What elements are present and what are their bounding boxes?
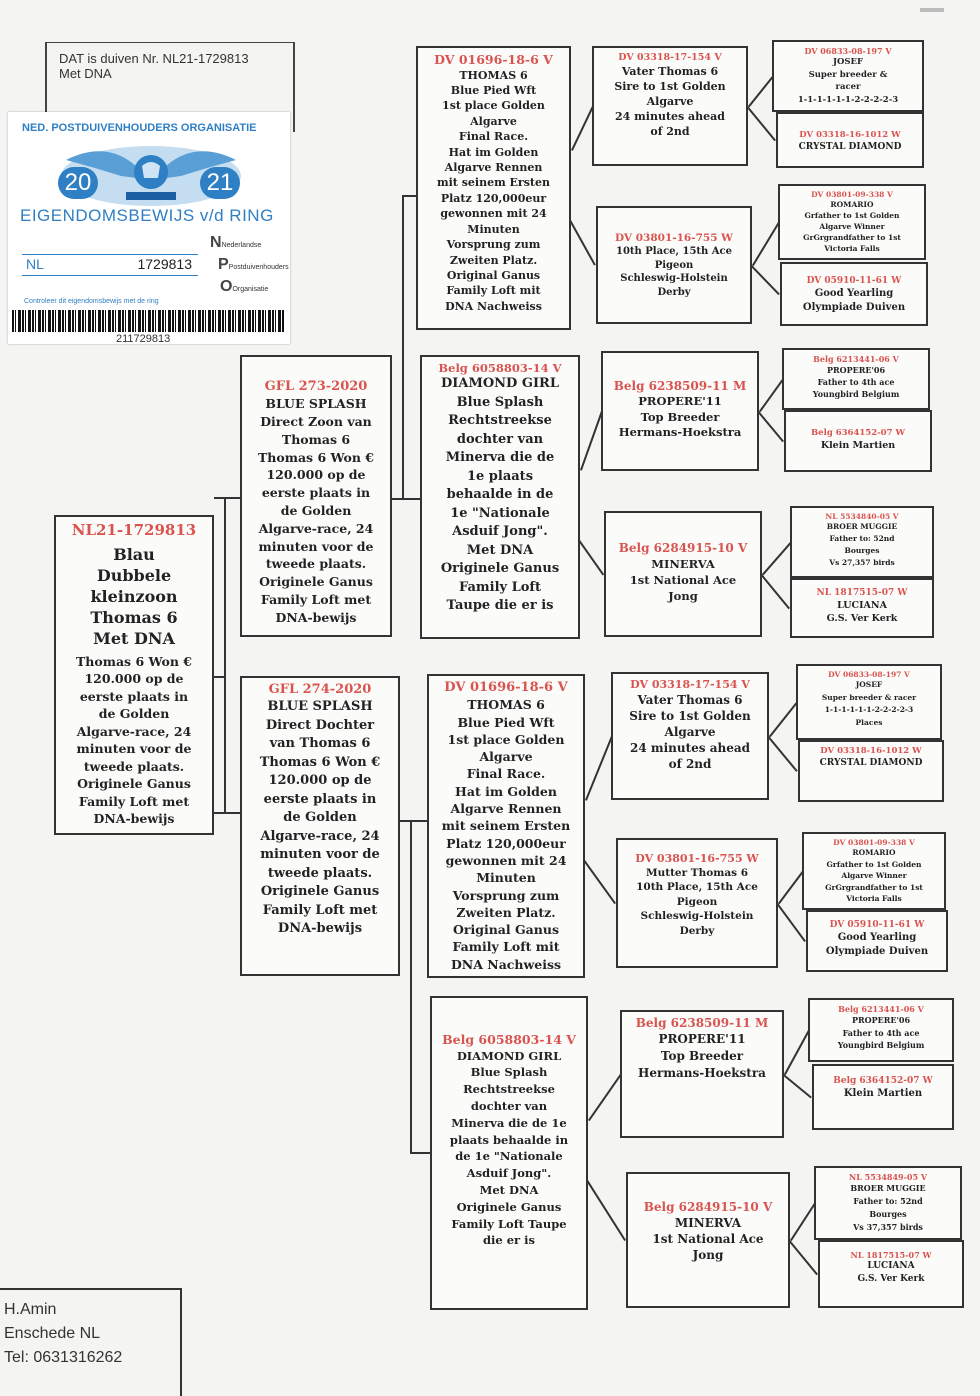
g3-box-7 <box>626 1172 790 1308</box>
g4-id-9: DV 03318-16-1012 W <box>820 746 922 756</box>
g3-text-5: Mutter Thomas 6 10th Place, 15th Ace Pigeon Schleswig-Holstein Derby <box>636 866 758 937</box>
gp-bot-dam-text: DIAMOND GIRL Blue Splash Rechtstreekse dochter van Minerva die de 1e plaats behaalde in de 1e "Nationale Asduif Jong". Met DNA Originele Ganus Family Loft Taupe die er is <box>449 1048 569 1248</box>
g4-box-5 <box>784 410 932 472</box>
connector-line <box>578 540 604 575</box>
g3-text-1: 10th Place, 15th Ace Pigeon Schleswig-Holstein Derby <box>616 246 732 298</box>
connector-line <box>571 106 594 151</box>
g3-box-3 <box>604 511 762 637</box>
connector-line <box>778 871 804 904</box>
g4-id-13: Belg 6364152-07 W <box>833 1076 933 1086</box>
g4-box-11 <box>806 910 948 972</box>
g4-box-12 <box>808 998 954 1062</box>
connector-line <box>402 195 416 197</box>
g4-text-15: LUCIANA G.S. Ver Kerk <box>857 1261 925 1284</box>
g4-box-0 <box>772 40 924 112</box>
subject-text: Thomas 6 Won € 120.000 op de eerste plaats in de Golden Algarve-race, 24 minuten voor de tweede plaats. Originele Ganus Family Loft met DNA-bewijs <box>76 653 192 827</box>
connector-line <box>214 812 240 814</box>
connector-line <box>759 379 784 412</box>
gp-bot-sire-text: THOMAS 6 Blue Pied Wft 1st place Golden Algarve Final Race. Hat im Golden Algarve Rennen mit seinem Ersten Platz 120,000eur gewonnen mit 24 Minuten Vorsprung zum Zweiten Platz. Original Ganus Family Loft mit DNA Nachweiss <box>441 697 571 972</box>
ring-field <box>22 254 198 276</box>
connector-line <box>214 676 224 678</box>
g3-box-4 <box>611 672 769 800</box>
g4-id-14: NL 5534849-05 V <box>848 1172 928 1182</box>
g4-box-4 <box>782 348 930 410</box>
connector-line <box>783 1074 812 1099</box>
g3-id-6: Belg 6238509-11 M <box>635 1016 769 1030</box>
g4-box-7 <box>790 578 934 638</box>
year-right: 21 <box>200 167 240 199</box>
g4-id-6: NL 5534840-05 V <box>825 512 899 521</box>
barcode-number: 211729813 <box>116 333 171 345</box>
g3-box-1 <box>596 206 752 324</box>
ring-number: 1729813 <box>137 256 192 272</box>
barcode <box>12 310 284 332</box>
g4-box-13 <box>812 1064 954 1130</box>
connector-line <box>402 195 404 498</box>
gp-bot-dam-id: Belg 6058803-14 V <box>442 1032 576 1047</box>
g4-text-1: CRYSTAL DIAMOND <box>798 141 902 152</box>
connector-line <box>769 702 798 737</box>
g3-text-6: PROPERE'11 Top Breeder Hermans-Hoekstra <box>638 1032 766 1080</box>
card-footnote: Controleer dit eigendomsbewijs met de ring <box>24 298 159 305</box>
connector-line <box>752 222 780 266</box>
corner-mark <box>920 8 944 12</box>
g4-id-7: NL 1817515-07 W <box>816 588 908 598</box>
connector-line <box>400 820 427 822</box>
subject-id: NL21-1729813 <box>71 521 197 539</box>
dat-line-2: Met DNA <box>59 66 112 81</box>
g4-id-8: DV 06833-08-197 V <box>828 670 910 679</box>
g3-id-7: Belg 6284915-10 V <box>643 1200 773 1214</box>
dam-text: BLUE SPLASH Direct Dochter van Thomas 6 Thomas 6 Won € 120.000 op de eerste plaats in de Golden Algarve-race, 24 minuten voor de tweede plaats. Originele Ganus Family Loft met DNA-bewijs <box>259 699 381 937</box>
g4-text-2: ROMARIO Grfather to 1st Golden Algarve Winner GrGrgrandfather to 1st Victoria Falls <box>803 200 901 254</box>
connector-line <box>224 497 226 812</box>
side-n: NNederlandse <box>210 234 262 251</box>
g4-text-5: Klein Martien <box>820 439 896 451</box>
sire-box <box>240 355 392 637</box>
g4-text-7: LUCIANA G.S. Ver Kerk <box>826 600 898 625</box>
g4-text-3: Good Yearling Olympiade Duiven <box>802 288 906 314</box>
g4-id-10: DV 03801-09-338 V <box>833 838 915 847</box>
g4-box-8 <box>796 664 942 740</box>
g4-text-10: ROMARIO Grfather to 1st Golden Algarve Winner GrGrgrandfather to 1st Victoria Falls <box>825 848 923 904</box>
g4-box-6 <box>790 506 934 578</box>
g4-box-15 <box>818 1240 964 1308</box>
ring-country: NL <box>26 256 44 272</box>
g3-text-3: MINERVA 1st National Ace Jong <box>629 557 737 603</box>
connector-line <box>748 76 774 107</box>
g3-id-3: Belg 6284915-10 V <box>618 541 748 555</box>
connector-line <box>586 1180 626 1241</box>
subject-title: Blau Dubbele kleinzoon Thomas 6 Met DNA <box>90 544 178 648</box>
connector-line <box>790 1203 816 1241</box>
g4-text-14: BROER MUGGIE Father to: 52nd Bourges Vs 37,357 birds <box>850 1183 926 1232</box>
connector-line <box>751 265 780 295</box>
gp-top-sire-box <box>416 46 571 330</box>
g3-text-0: Vater Thomas 6 Sire to 1st Golden Algarve 24 minutes ahead of 2nd <box>614 64 726 138</box>
connector-line <box>757 411 784 442</box>
connector-line <box>760 574 790 609</box>
g3-id-4: DV 03318-17-154 V <box>630 678 750 691</box>
connector-line <box>583 860 616 904</box>
dam-box <box>240 676 400 976</box>
g3-box-5 <box>616 838 778 968</box>
g4-text-0: JOSEF Super breeder & racer 1-1-1-1-1-1-2-2-2-2-3 <box>797 57 899 105</box>
g4-box-9 <box>798 740 944 802</box>
g4-box-2 <box>778 184 926 260</box>
g4-text-12: PROPERE'06 Father to 4th ace Youngbird Belgium <box>837 1015 925 1050</box>
connector-line <box>569 220 596 266</box>
g4-text-4: PROPERE'06 Father to 4th ace Youngbird Belgium <box>812 365 900 399</box>
gp-top-sire-id: DV 01696-18-6 V <box>434 52 553 67</box>
g4-id-2: DV 03801-09-338 V <box>811 190 893 199</box>
gp-bot-sire-id: DV 01696-18-6 V <box>444 680 568 695</box>
contact-name: H.Amin <box>4 1301 57 1318</box>
gp-bot-dam-box <box>430 996 588 1310</box>
dat-line-1: DAT is duiven Nr. NL21-1729813 <box>59 51 249 66</box>
g3-id-5: DV 03801-16-755 W <box>635 852 759 865</box>
sire-id: GFL 273-2020 <box>264 379 368 394</box>
gp-bot-sire-box <box>427 674 585 978</box>
g4-id-4: Belg 6213441-06 V <box>813 354 899 364</box>
g4-text-11: Good Yearling Olympiade Duiven <box>825 932 929 958</box>
g3-id-0: DV 03318-17-154 V <box>618 52 722 63</box>
g4-id-11: DV 05910-11-61 W <box>829 920 925 930</box>
g4-box-3 <box>780 262 928 326</box>
g4-id-0: DV 06833-08-197 V <box>804 46 892 56</box>
subject-box <box>54 515 214 835</box>
gp-top-sire-text: THOMAS 6 Blue Pied Wft 1st place Golden Algarve Final Race. Hat im Golden Algarve Rennen mit seinem Ersten Platz 120,000eur gewonnen mit 24 Minuten Vorsprung zum Zweiten Platz. Original Ganus Family Loft mit DNA Nachweiss <box>436 68 550 313</box>
g4-id-12: Belg 6213441-06 V <box>838 1004 924 1014</box>
gp-top-dam-id: Belg 6058803-14 V <box>438 361 562 375</box>
year-left: 20 <box>58 167 98 199</box>
contact-city: Enschede NL <box>4 1325 101 1342</box>
g4-id-15: NL 1817515-07 W <box>850 1250 932 1260</box>
sire-text: BLUE SPLASH Direct Zoon van Thomas 6 Thomas 6 Won € 120.000 op de eerste plaats in de Golden Algarve-race, 24 minuten voor de tweede plaats. Originele Ganus Family Loft met DNA-bewijs <box>258 396 374 625</box>
connector-line <box>762 542 792 575</box>
g4-text-8: JOSEF Super breeder & racer 1-1-1-1-1-1-2-2-2-2-3 Places <box>821 680 917 727</box>
g3-box-0 <box>592 46 748 166</box>
ownership-card <box>8 112 290 344</box>
connector-line <box>784 1030 810 1075</box>
connector-line <box>580 411 603 471</box>
connector-line <box>392 498 420 500</box>
g4-id-5: Belg 6364152-07 W <box>811 428 905 438</box>
gp-top-dam-text: DIAMOND GIRL Blue Splash Rechtstreekse dochter van Minerva die de 1e plaats behaalde in de 1e "Nationale Asduif Jong". Met DNA Originele Ganus Family Loft Taupe die er is <box>440 376 560 614</box>
g4-text-9: CRYSTAL DIAMOND <box>819 757 923 768</box>
g4-id-3: DV 05910-11-61 W <box>806 276 902 286</box>
contact-box <box>0 1288 182 1396</box>
gp-top-dam-box <box>420 355 580 639</box>
g3-box-2 <box>601 351 759 471</box>
contact-phone: Tel: 0631316262 <box>4 1349 123 1366</box>
connector-line <box>788 1240 818 1275</box>
connector-line <box>214 497 240 499</box>
connector-line <box>410 1152 430 1154</box>
g3-text-7: MINERVA 1st National Ace Jong <box>652 1216 764 1262</box>
g4-id-1: DV 03318-16-1012 W <box>799 130 901 140</box>
side-o: OOrganisatie <box>220 278 269 295</box>
g3-text-2: PROPERE'11 Top Breeder Hermans-Hoekstra <box>618 394 742 439</box>
connector-line <box>410 820 412 1152</box>
connector-line <box>585 736 613 801</box>
card-title: EIGENDOMSBEWIJS v/d RING <box>20 206 274 225</box>
g4-box-10 <box>802 832 946 910</box>
g4-box-14 <box>814 1166 962 1240</box>
g4-box-1 <box>776 112 924 168</box>
g3-id-2: Belg 6238509-11 M <box>613 379 747 393</box>
g4-text-13: Klein Martien <box>843 1088 923 1100</box>
g3-id-1: DV 03801-16-755 W <box>615 232 733 244</box>
connector-line <box>588 1074 622 1121</box>
dam-id: GFL 274-2020 <box>268 682 372 697</box>
card-org: NED. POSTDUIVENHOUDERS ORGANISATIE <box>22 122 257 134</box>
g3-text-4: Vater Thomas 6 Sire to 1st Golden Algarve 24 minutes ahead of 2nd <box>629 692 751 771</box>
side-p: PPostduivenhouders <box>218 256 289 273</box>
g4-text-6: BROER MUGGIE Father to: 52nd Bourges Vs 27,357 birds <box>826 522 898 568</box>
connector-line <box>767 736 798 772</box>
g3-box-6 <box>620 1010 784 1138</box>
